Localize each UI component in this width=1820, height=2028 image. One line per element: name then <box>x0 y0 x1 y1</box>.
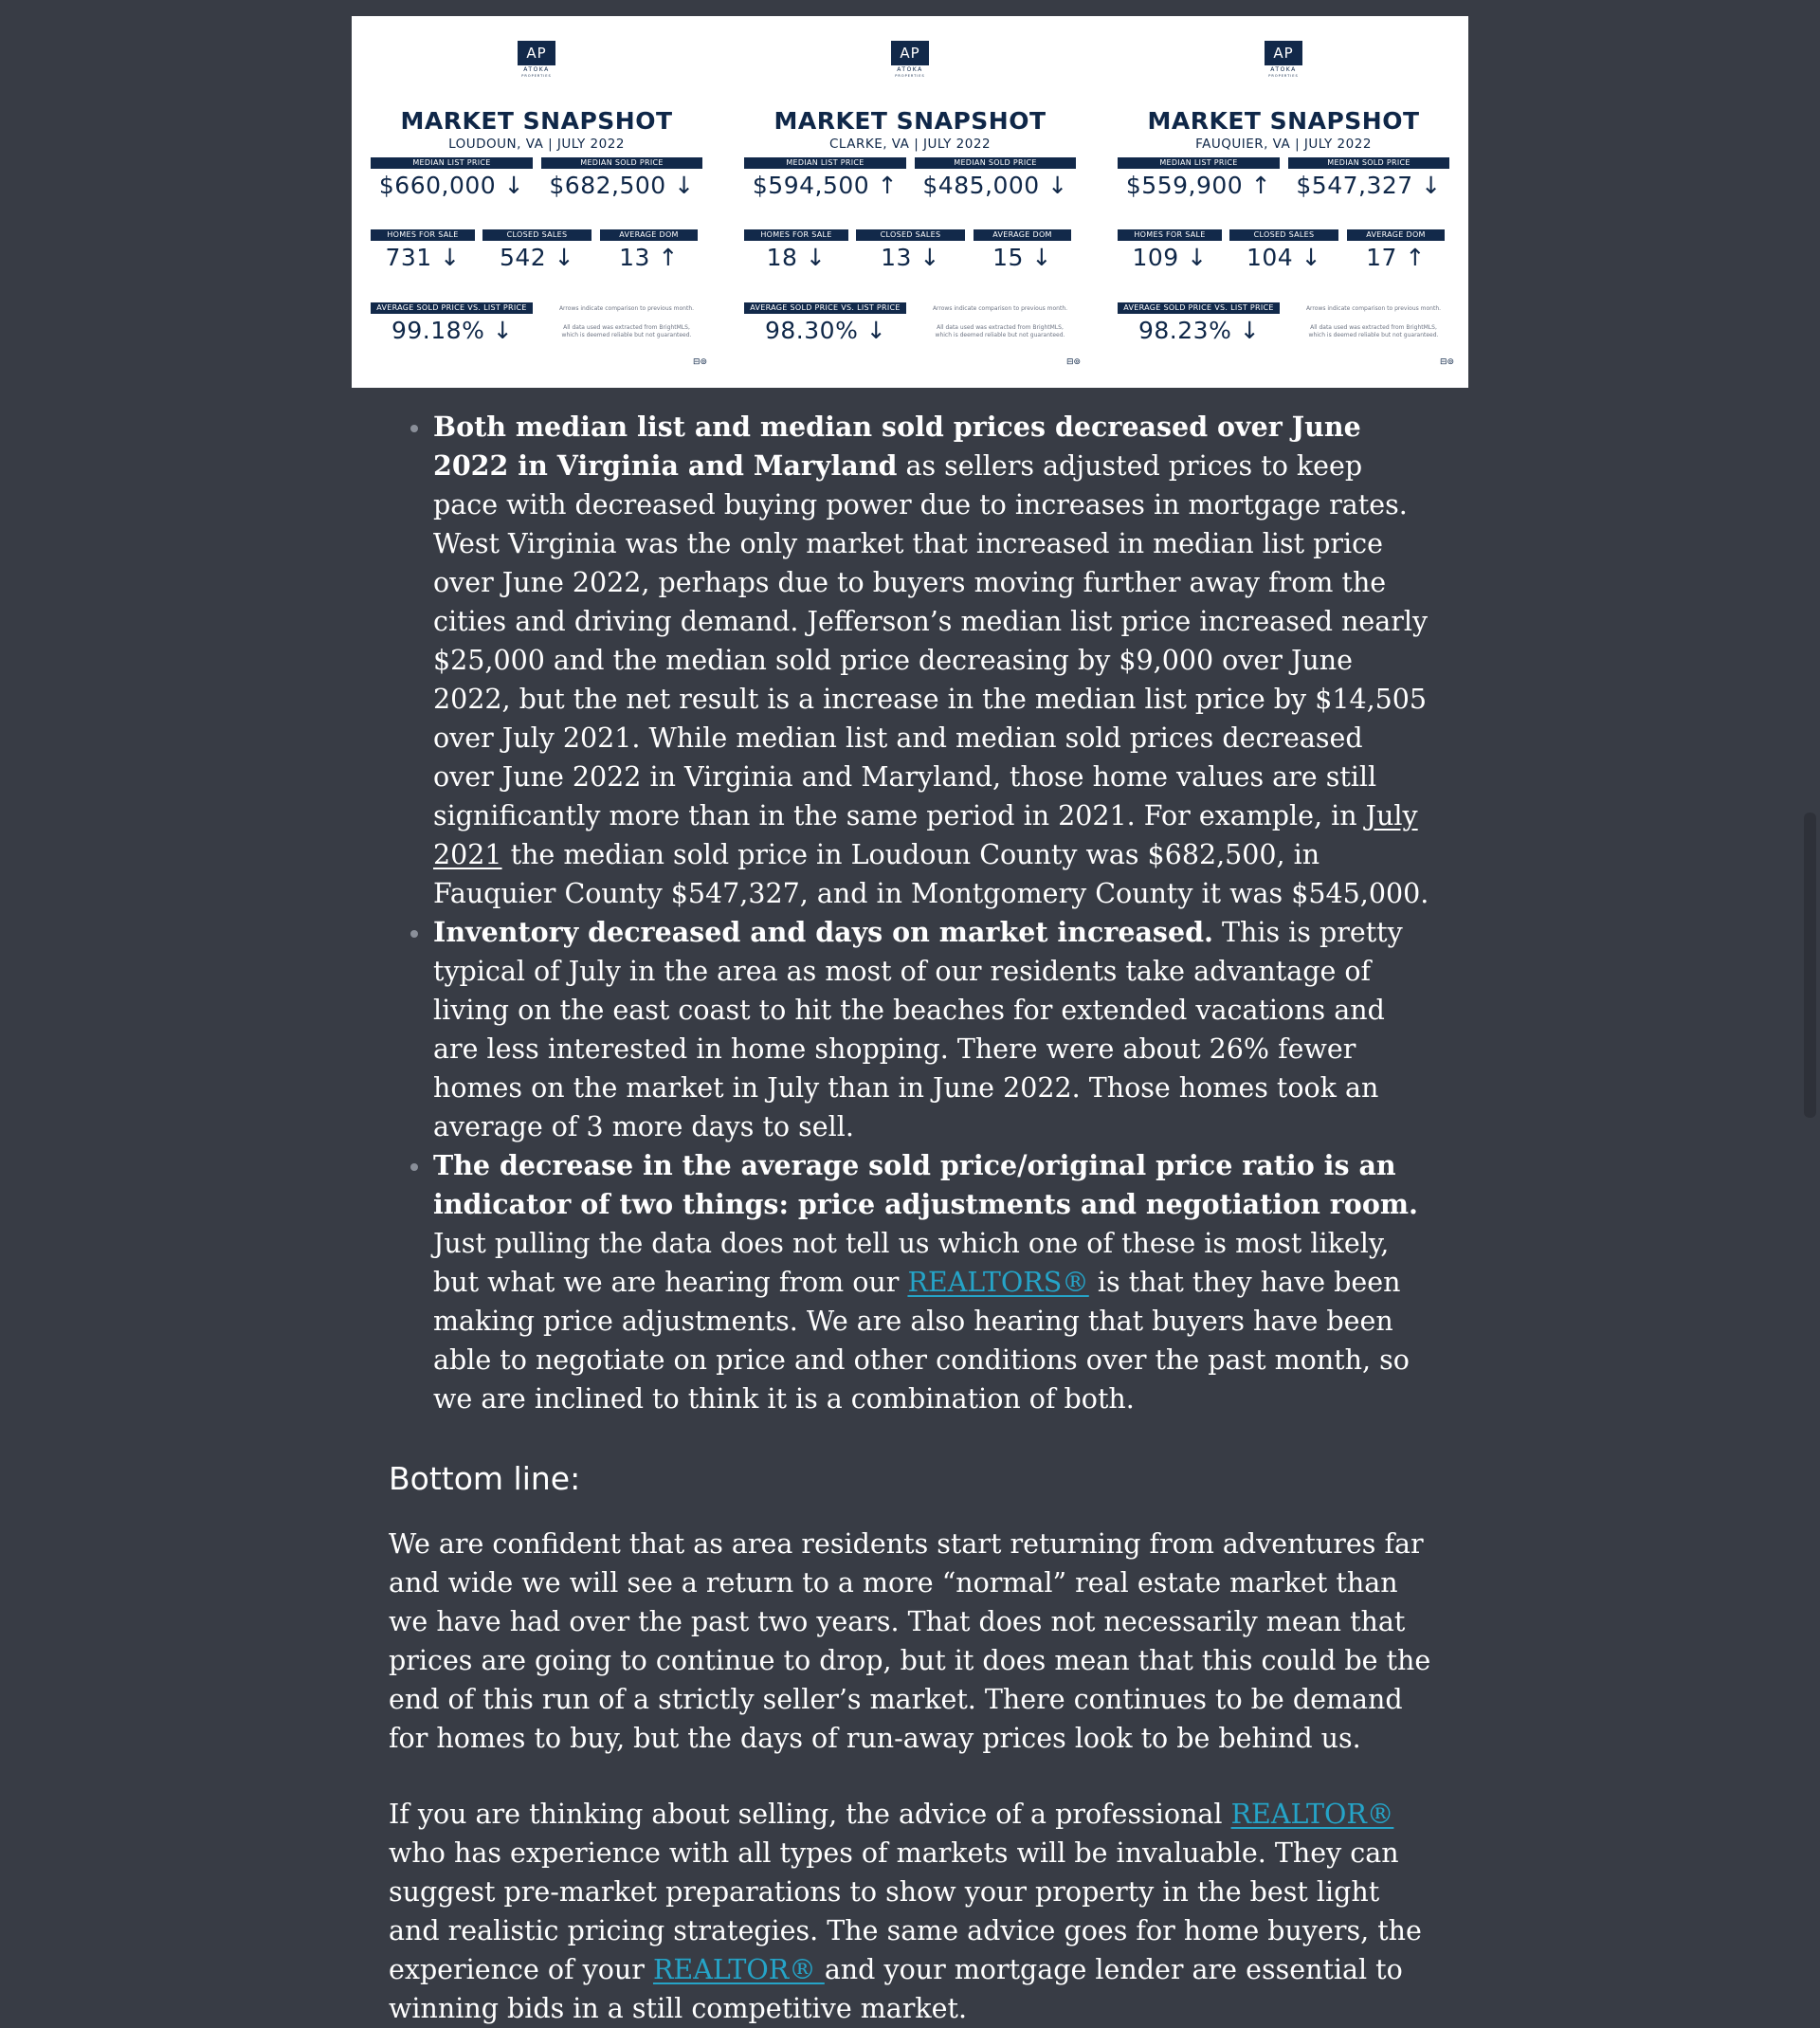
closed-sales-stat: CLOSED SALES 13 ↓ <box>856 229 965 275</box>
arrows-note: Arrows indicate comparison to previous month. <box>558 305 695 312</box>
sold-vs-list-ratio-stat: AVERAGE SOLD PRICE VS. LIST PRICE 98.30% ↓ <box>744 302 906 348</box>
snapshot-subtitle: CLARKE, VA | JULY 2022 <box>828 137 992 152</box>
realtors-link[interactable]: REALTORS® <box>907 1267 1089 1298</box>
equal-housing-icon: ⊟⊚ <box>693 357 708 367</box>
average-dom-stat: AVERAGE DOM 17 ↑ <box>1347 229 1445 275</box>
market-snapshot-image <box>352 16 1468 388</box>
data-source-note: All data used was extracted from BrightMLS, which is deemed reliable but not guaranteed. <box>935 324 1065 338</box>
realtor-link[interactable]: REALTOR® <box>1230 1799 1394 1830</box>
median-list-price-stat: MEDIAN LIST PRICE $660,000 ↓ <box>371 157 533 203</box>
arrows-note: Arrows indicate comparison to previous month. <box>932 305 1068 312</box>
data-source-note: All data used was extracted from BrightMLS, which is deemed reliable but not guaranteed. <box>1308 324 1439 338</box>
bottom-line-heading: Bottom line: <box>389 1460 581 1497</box>
snapshot-card-loudoun <box>371 16 708 388</box>
homes-for-sale-stat: HOMES FOR SALE 109 ↓ <box>1118 229 1222 275</box>
homes-for-sale-stat: HOMES FOR SALE 731 ↓ <box>371 229 475 275</box>
snapshot-title: MARKET SNAPSHOT <box>400 107 673 135</box>
point-bold-lead: Both median list and median sold prices decreased over June 2022 in Virginia and Maryland <box>433 411 1361 482</box>
atoka-logo: AP ATOKA PROPERTIES <box>1264 41 1303 78</box>
atoka-logo: AP ATOKA PROPERTIES <box>890 41 930 78</box>
median-sold-price-stat: MEDIAN SOLD PRICE $547,327 ↓ <box>1288 157 1449 203</box>
advice-paragraph: If you are thinking about selling, the advice of a professional REALTOR® who has experience with all types of markets will be invaluable. They can suggest pre-market preparations to show your property in the best light and realistic pricing strategies. The same advice goes for home buyers, the experience of your REALTOR® and your mortgage lender are essential to winning bids in a still competitive market. <box>389 1799 1422 2024</box>
july-2021-link[interactable]: July 2021 <box>433 800 1418 870</box>
snapshot-subtitle: FAUQUIER, VA | JULY 2022 <box>1195 137 1372 152</box>
data-source-note: All data used was extracted from BrightMLS, which is deemed reliable but not guaranteed. <box>561 324 692 338</box>
median-list-price-stat: MEDIAN LIST PRICE $594,500 ↑ <box>744 157 906 203</box>
snapshot-card-fauquier <box>1118 16 1455 388</box>
key-points-list <box>389 408 1431 1418</box>
point-bold-lead: Inventory decreased and days on market increased. <box>433 916 1213 948</box>
scrollbar-thumb[interactable] <box>1804 813 1816 1118</box>
atoka-logo: AP ATOKA PROPERTIES <box>517 41 556 78</box>
list-item: Both median list and median sold prices decreased over June 2022 in Virginia and Maryland as sellers adjusted prices to keep pace with decreased buying power due to increases in mortgage rates. West Virginia was the only market that increased in median list price over June 2022, perhaps due to buyers moving further away from the cities and driving demand. Jefferson’s median list price increased nearly $25,000 and the median sold price decreasing by $9,000 over June 2022, but the net result is a increase in the median list price by $14,505 over July 2021. While median list and median sold prices decreased over June 2022 in Virginia and Maryland, those home values are still significantly more than in the same period in 2021. For example, in July 2021 the median sold price in Loudoun County was $682,500, in Fauquier County $547,327, and in Montgomery County it was $545,000. <box>433 408 1431 913</box>
equal-housing-icon: ⊟⊚ <box>1066 357 1082 367</box>
closed-sales-stat: CLOSED SALES 542 ↓ <box>482 229 592 275</box>
homes-for-sale-stat: HOMES FOR SALE 18 ↓ <box>744 229 848 275</box>
average-dom-stat: AVERAGE DOM 13 ↑ <box>600 229 698 275</box>
sold-vs-list-ratio-stat: AVERAGE SOLD PRICE VS. LIST PRICE 98.23% ↓ <box>1118 302 1280 348</box>
median-list-price-stat: MEDIAN LIST PRICE $559,900 ↑ <box>1118 157 1280 203</box>
closed-sales-stat: CLOSED SALES 104 ↓ <box>1229 229 1338 275</box>
sold-vs-list-ratio-stat: AVERAGE SOLD PRICE VS. LIST PRICE 99.18% ↓ <box>371 302 533 348</box>
arrows-note: Arrows indicate comparison to previous month. <box>1305 305 1442 312</box>
equal-housing-icon: ⊟⊚ <box>1440 357 1455 367</box>
realtor-link-2[interactable]: REALTOR® <box>652 1954 825 1985</box>
median-sold-price-stat: MEDIAN SOLD PRICE $485,000 ↓ <box>915 157 1076 203</box>
list-item: Inventory decreased and days on market increased. This is pretty typical of July in the area as most of our residents take advantage of living on the east coast to hit the beaches for extended vacations and are less interested in home shopping. There were about 26% fewer homes on the market in July than in June 2022. Those homes took an average of 3 more days to sell. <box>433 913 1431 1146</box>
bottom-line-paragraph: We are confident that as area residents start returning from adventures far and wide we will see a return to a more “normal” real estate market than we have had over the past two years. That does not necessarily mean that prices are going to continue to drop, but it does mean that this could be the end of this run of a strictly seller’s market. There continues to be demand for homes to buy, but the days of run-away prices look to be behind us. <box>389 1528 1431 1754</box>
snapshot-title: MARKET SNAPSHOT <box>1147 107 1420 135</box>
snapshot-card-clarke <box>744 16 1082 388</box>
average-dom-stat: AVERAGE DOM 15 ↓ <box>974 229 1071 275</box>
snapshot-title: MARKET SNAPSHOT <box>774 107 1046 135</box>
list-item: The decrease in the average sold price/original price ratio is an indicator of two things: price adjustments and negotiation room. Just pulling the data does not tell us which one of these is most likely, but what we are hearing from our REALTORS® is that they have been making price adjustments. We are also hearing that buyers have been able to negotiate on price and other conditions over the past month, so we are inclined to think it is a combination of both. <box>433 1146 1431 1418</box>
snapshot-subtitle: LOUDOUN, VA | JULY 2022 <box>448 137 625 152</box>
point-bold-lead: The decrease in the average sold price/original price ratio is an indicator of two things: price adjustments and negotiation room. <box>433 1149 1418 1220</box>
article-body <box>389 408 1431 2028</box>
median-sold-price-stat: MEDIAN SOLD PRICE $682,500 ↓ <box>541 157 702 203</box>
